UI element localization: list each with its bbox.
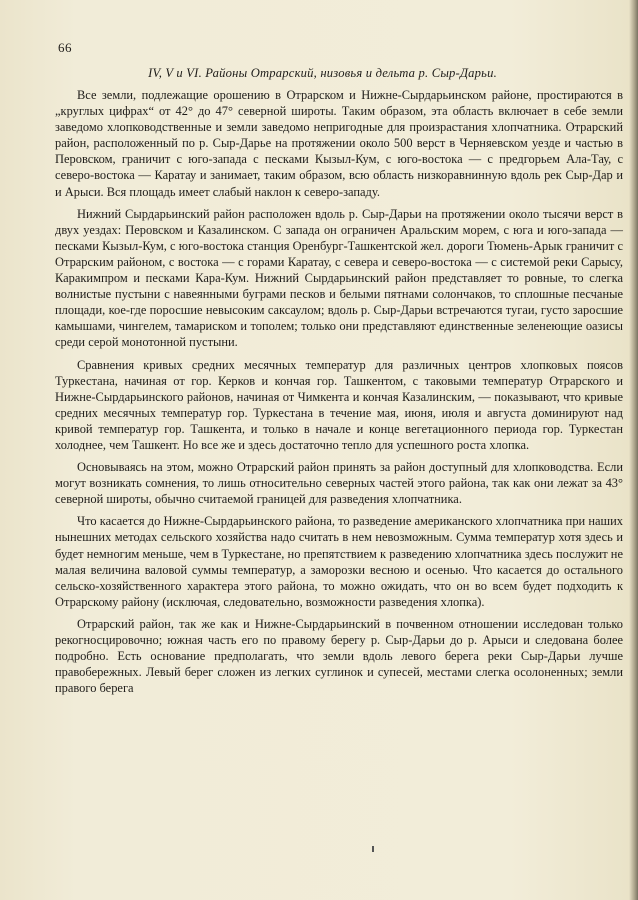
print-mark: [372, 846, 374, 852]
page-edge-shadow: [629, 0, 638, 900]
paragraph-6: Отрарский район, так же как и Нижне-Сырдарьинский в почвенном отношении исследован только рекогносцировочно; южная часть его по правому берегу р. Сыр-Дарьи до р. Арыси и следована более подробно. Есть основание предполагать, что земли вдоль левого берега реки Сыр-Дарьи лучше правобережных. Левый берег сложен из легких суглинок и супесей, местами слегка осолоненных; земли правого берега: [55, 616, 623, 696]
body-text: [55, 87, 623, 702]
section-heading: IV, V и VI. Районы Отрарский, низовья и дельта р. Сыр-Дарьи.: [148, 66, 497, 80]
paragraph-5: Что касается до Нижне-Сырдарьинского района, то разведение американского хлопчатника при наших нынешних методах сельского хозяйства надо считать в нем невозможным. Сумма температур хотя здесь и будет немногим меньше, чем в Туркестане, но препятствием к разведению хлопчатника здесь послужит не малая величина валовой суммы температур, а заморозки весною и осенью. Что касается до остального сельско-хозяйственного характера этого района, то можно ожидать, что он во всем будет подходить к Отрарскому району (исключая, следовательно, возможности разведения хлопка).: [55, 514, 623, 609]
paragraph-1: Все земли, подлежащие орошению в Отрарском и Нижне-Сырдарьинском районе, простираются в „круглых цифрах“ от 42° до 47° северной широты. Таким образом, эта область включает в себе земли заведомо хлопководственные и земли заведомо непригодные для произрастания хлопчатника. Отрарский район, расположенный по р. Сыр-Дарье на протяжении около 500 верст в Черняевском уезде и частью в Перовском, граничит с юго-запада с песками Кызыл-Кум, с юго-востока — с предгорьем Ала-Тау, с северо-востока — Каратау и занимает, таким образом, всю область низкоравнинную вдоль рек Сыр-Дар и и Арыси. Вся площадь имеет слабый наклон к северо-западу.: [55, 88, 623, 199]
paragraph-3: Сравнения кривых средних месячных температур для различных центров хлопковых поясов Туркестана, начиная от гор. Керков и кончая гор. Ташкентом, с таковыми температур Отрарского и Нижне-Сырдарьинского районов, начиная от Чимкента и кончая Казалинским, — показывают, что кривые средних месячных температур гор. Туркестана в течение мая, июня, июля и августа доминируют над кривой температур гор. Ташкента, и только в начале и конце вегетационного периода гор. Туркестан холоднее, чем Ташкент. Но все же и здесь достаточно тепло для успешного роста хлопка.: [55, 357, 623, 452]
paragraph-2: Нижний Сырдарьинский район расположен вдоль р. Сыр-Дарьи на протяжении около тысячи верст в двух уездах: Перовском и Казалинском. С запада он ограничен Аральским морем, с юга и юго-запада — песками Кызыл-Кум, с юго-востока станция Оренбург-Ташкентской жел. дороги Тюмень-Арык граничит с Отрарским районом, с востока — с горами Каратау, с севера и северо-востока — с системой реки Сарысу, Каракимпром и песками Кара-Кум. Нижний Сырдарьинский район представляет то ровные, то слегка волнистые пустыни с навеянными буграми песков и белыми пятнами солончаков, то сплошные песчаные площади, кое-где поросшие невысоким саксаулом; вдоль р. Сыр-Дарьи встречаются тугаи, густо заросшие камышами, чингелем, тамариском и тополем; только они представляют единственные зеленеющие оазисы среди серой монотонной пустыни.: [55, 206, 623, 350]
page-number: 66: [58, 40, 72, 55]
paragraph-4: Основываясь на этом, можно Отрарский район принять за район доступный для хлопководства. Если могут возникать сомнения, то лишь относительно северных частей этого района, так как они лежат за 43° северной широты, обычно считаемой границей для разведения хлопчатника.: [55, 460, 623, 507]
